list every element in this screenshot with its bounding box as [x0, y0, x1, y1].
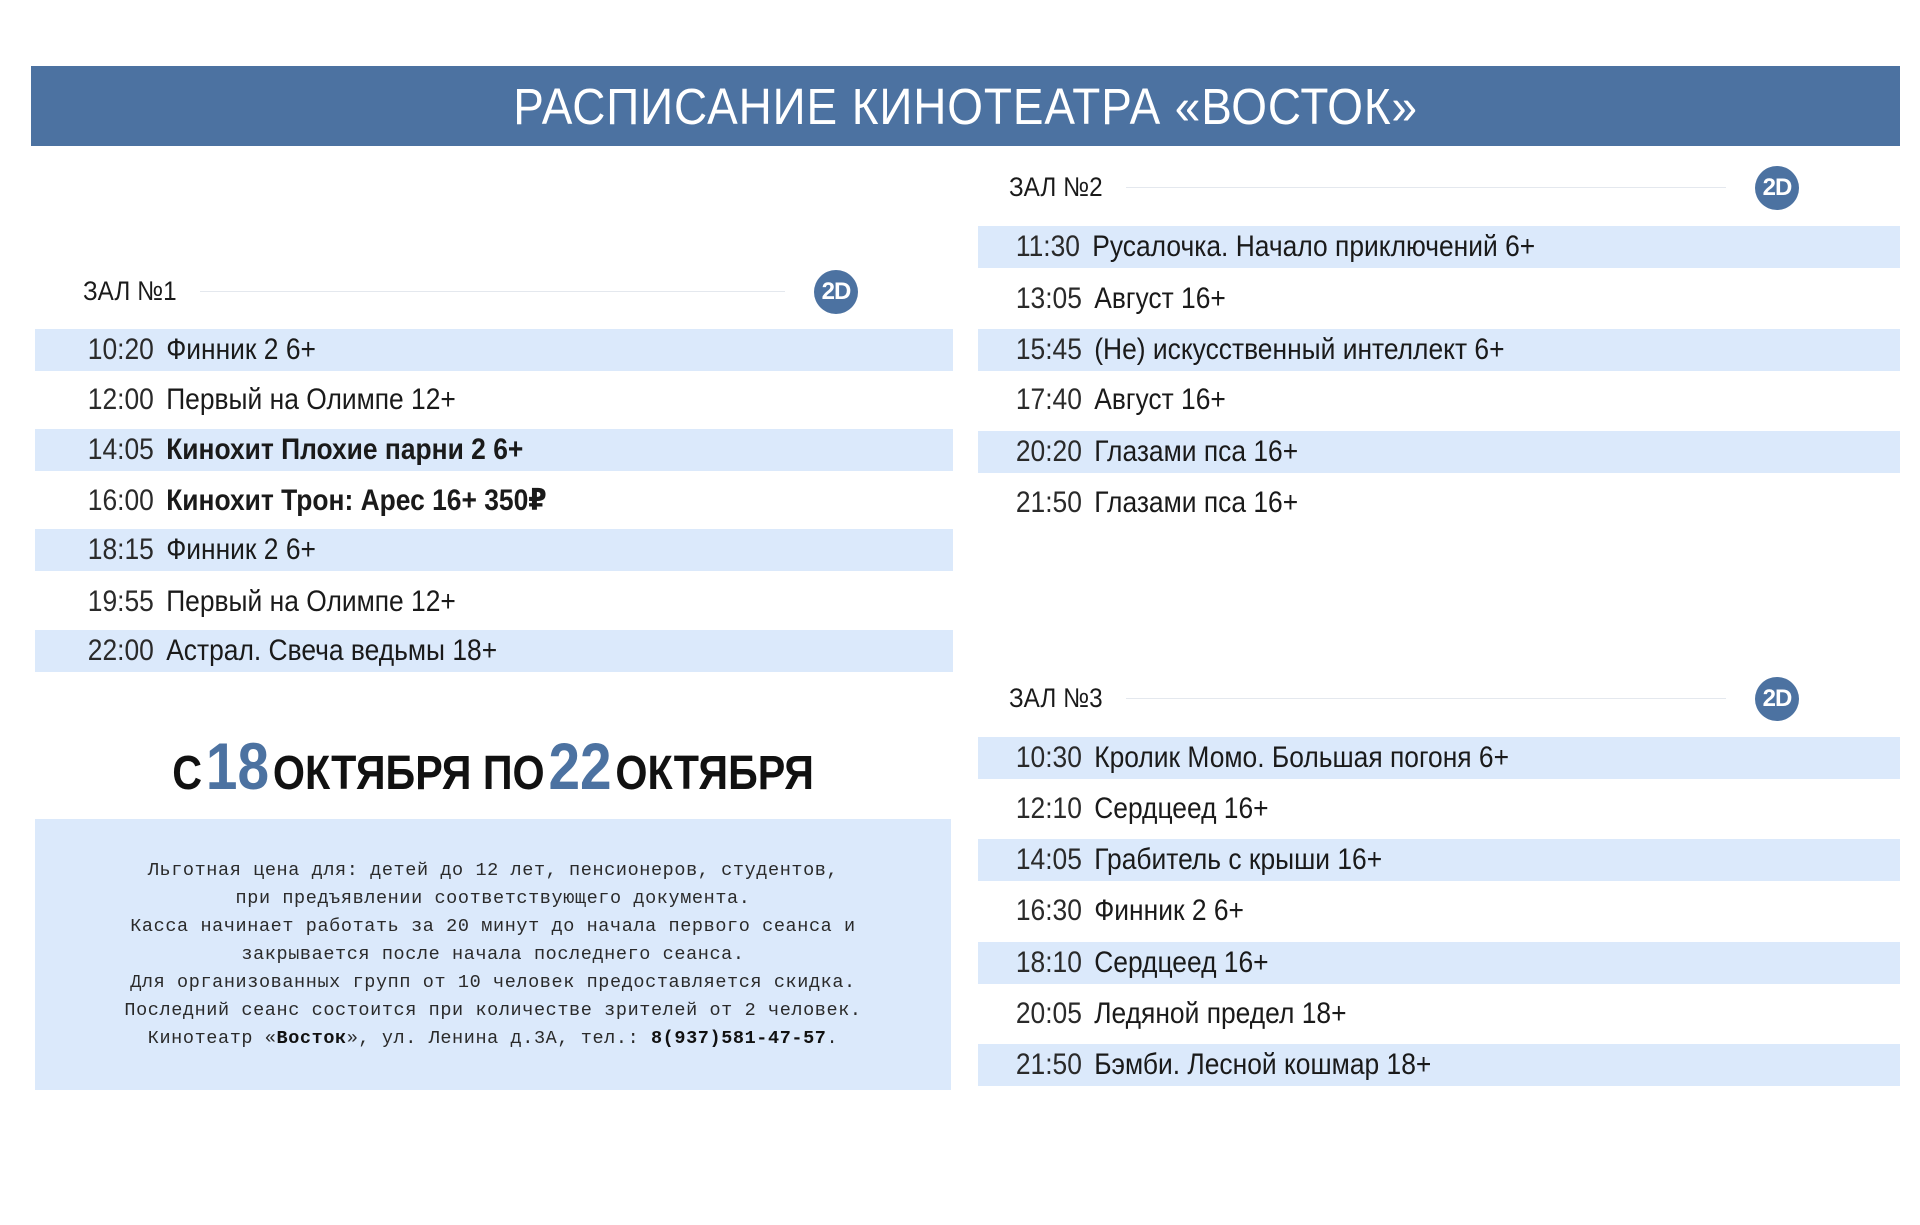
phone-number: 8(937)581-47-57 — [650, 1028, 827, 1049]
session-time: 19:55 — [87, 585, 154, 618]
hall-2-header — [1009, 167, 1113, 207]
session-title: Первый на Олимпе 12+ — [166, 585, 456, 618]
session-title: Сердцеед 16+ — [1094, 792, 1269, 825]
session-time: 16:00 — [87, 483, 154, 517]
session-title: Грабитель с крыши 16+ — [1094, 843, 1383, 876]
session-time: 21:50 — [1015, 1048, 1082, 1081]
session-time: 14:05 — [87, 433, 154, 466]
session-time: 12:00 — [87, 383, 154, 416]
schedule-row — [35, 529, 953, 571]
schedule-row — [978, 379, 1900, 421]
schedule-row — [978, 942, 1900, 984]
end-day: 22 — [548, 729, 613, 803]
session-title: Кинохит Трон: Арес 16+ 350₽ — [166, 483, 547, 517]
hall-3-format-badge: 2D — [1755, 677, 1799, 721]
end-month: ОКТЯБРЯ — [615, 747, 815, 800]
session-time: 22:00 — [87, 634, 154, 667]
session-title: Август 16+ — [1094, 282, 1226, 315]
hall-1-header — [83, 271, 187, 311]
date-prefix: С — [172, 747, 203, 800]
notice-line: при предъявлении соответствующего документа. — [235, 888, 751, 909]
session-title: Финник 2 6+ — [166, 333, 316, 366]
schedule-row — [978, 890, 1900, 932]
session-time: 18:15 — [87, 533, 154, 566]
schedule-row — [35, 379, 953, 421]
notice-line: Для организованных групп от 10 человек предоставляется скидка. — [130, 972, 856, 993]
hall-1-divider — [200, 291, 785, 292]
schedule-row — [978, 431, 1900, 473]
session-title: Ледяной предел 18+ — [1094, 997, 1347, 1030]
notice-line: Льготная цена для: детей до 12 лет, пенсионеров, студентов, — [147, 860, 839, 881]
notice-text: », ул. Ленина д.3А, тел.: — [346, 1028, 651, 1049]
schedule-row — [978, 226, 1900, 268]
hall-1-schedule — [35, 329, 953, 673]
notice-line: закрывается после начала последнего сеанса. — [241, 944, 745, 965]
session-time: 20:05 — [1015, 997, 1082, 1030]
hall-3-header — [1009, 678, 1113, 718]
info-notice — [35, 819, 951, 1090]
schedule-row — [35, 630, 953, 672]
session-title: Глазами пса 16+ — [1094, 486, 1299, 519]
session-time: 12:10 — [1015, 792, 1082, 825]
schedule-row — [978, 839, 1900, 881]
session-time: 10:30 — [1015, 741, 1082, 774]
session-title: Август 16+ — [1094, 383, 1226, 416]
notice-line: Касса начинает работать за 20 минут до начала первого сеанса и — [130, 916, 856, 937]
session-title: Финник 2 6+ — [166, 533, 316, 566]
schedule-row — [978, 737, 1900, 779]
session-title: Кинохит Плохие парни 2 6+ — [166, 433, 524, 466]
hall-2-format-badge: 2D — [1755, 166, 1799, 210]
hall-2-schedule — [978, 226, 1900, 526]
schedule-row — [978, 278, 1900, 320]
session-time: 13:05 — [1015, 282, 1082, 315]
schedule-row — [35, 479, 953, 521]
schedule-row — [35, 329, 953, 371]
start-month: ОКТЯБРЯ ПО — [273, 747, 546, 800]
hall-1-format-badge: 2D — [814, 270, 858, 314]
schedule-row — [978, 482, 1900, 524]
start-day: 18 — [206, 729, 270, 803]
schedule-row — [35, 429, 953, 471]
session-time: 10:20 — [87, 333, 154, 366]
notice-text: . — [826, 1028, 839, 1049]
hall-3-title: ЗАЛ №3 — [1009, 682, 1103, 713]
schedule-row — [978, 788, 1900, 830]
page-title: РАСПИСАНИЕ КИНОТЕАТРА «ВОСТОК» — [513, 77, 1418, 135]
session-time: 20:20 — [1015, 435, 1082, 468]
notice-text: Кинотеатр « — [147, 1028, 277, 1049]
hall-2-divider — [1126, 187, 1726, 188]
hall-3-schedule — [978, 737, 1900, 1087]
session-title: Сердцеед 16+ — [1094, 946, 1269, 979]
schedule-row — [978, 1044, 1900, 1086]
session-title: Кролик Момо. Большая погоня 6+ — [1094, 741, 1509, 774]
session-title: Глазами пса 16+ — [1094, 435, 1299, 468]
cinema-name: Восток — [276, 1028, 347, 1049]
header-banner — [31, 66, 1900, 146]
date-range — [36, 728, 951, 804]
session-title: Финник 2 6+ — [1094, 894, 1244, 927]
schedule-row — [978, 329, 1900, 371]
notice-line: Последний сеанс состоится при количестве зрителей от 2 человек. — [124, 1000, 862, 1021]
session-title: Астрал. Свеча ведьмы 18+ — [166, 634, 498, 667]
schedule-row — [978, 993, 1900, 1035]
session-title: Бэмби. Лесной кошмар 18+ — [1094, 1048, 1432, 1081]
session-time: 17:40 — [1015, 383, 1082, 416]
session-time: 14:05 — [1015, 843, 1082, 876]
hall-3-divider — [1126, 698, 1726, 699]
session-time: 16:30 — [1015, 894, 1082, 927]
session-title: Первый на Олимпе 12+ — [166, 383, 456, 416]
hall-1-title: ЗАЛ №1 — [83, 275, 177, 306]
session-time: 21:50 — [1015, 486, 1082, 519]
session-title: Русалочка. Начало приключений 6+ — [1092, 230, 1536, 263]
session-title: (Не) искусственный интеллект 6+ — [1094, 333, 1505, 366]
schedule-row — [35, 581, 953, 623]
notice-contact-line — [35, 1025, 951, 1053]
hall-2-title: ЗАЛ №2 — [1009, 171, 1103, 202]
session-time: 11:30 — [1015, 230, 1080, 263]
session-time: 15:45 — [1015, 333, 1082, 366]
session-time: 18:10 — [1015, 946, 1082, 979]
